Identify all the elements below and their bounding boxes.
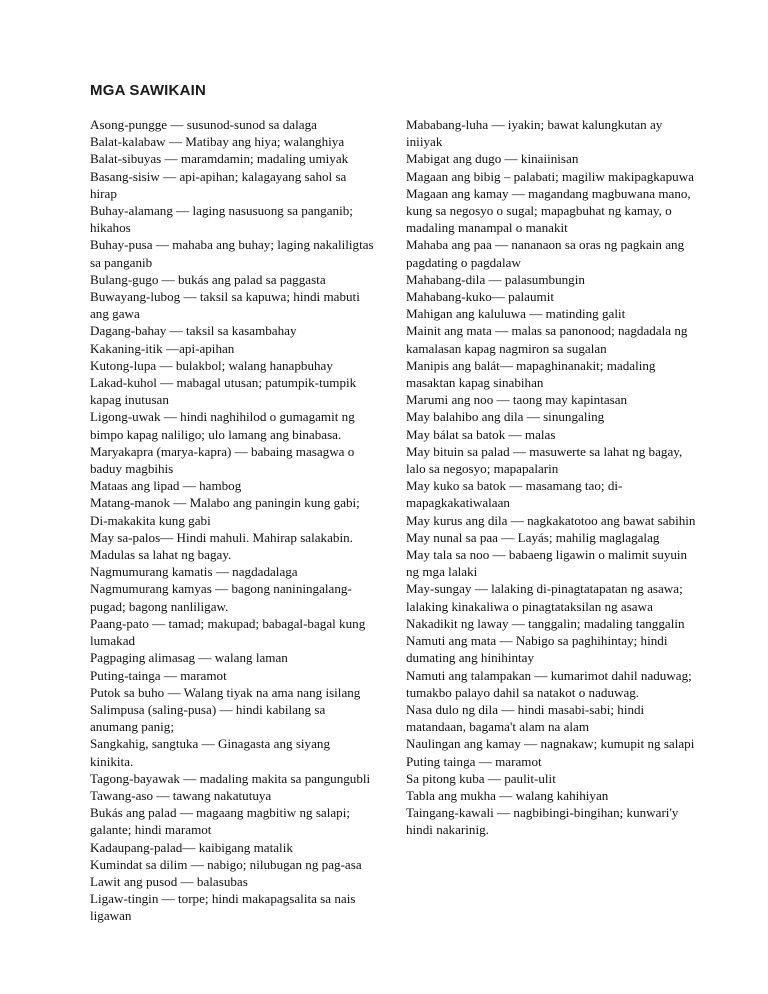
idiom-entry: May-sungay — lalaking di-pinagtatapatan ng asawa; lalaking kinakaliwa o pinagtataksilan ng asawa [406,581,683,614]
idiom-entry: Asong-pungge — susunod-sunod sa dalaga [90,117,317,132]
idiom-entry: Salimpusa (saling-pusa) — hindi kabilang sa anumang panig; [90,701,326,735]
left-column [90,116,375,925]
idiom-entry: Magaan ang bibig – palabati; magiliw makipagkapuwa [406,168,694,184]
idiom-entry: Naulingan ang kamay — nagnakaw; kumupit ng salapi [406,736,695,752]
right-column [406,116,696,839]
idiom-entry: May nunal sa paa — Layás; mahilig maglagalag [406,529,660,545]
page-title: MGA SAWIKAIN [90,82,207,99]
idiom-entry: Paang-pato — tamad; makupad; babagal-bagal kung lumakad [90,615,366,649]
idiom-entry: Mataas ang lipad — hambog [90,478,242,494]
idiom-entry: Nagmumurang kamatis — nagdadalaga [90,564,298,580]
idiom-entry: Balat-kalabaw — Matibay ang hiya; walanghiya [90,134,345,150]
idiom-entry: Mahabang-kuko— palaumit [406,289,554,305]
idiom-entry: Nakadikit ng laway — tanggalin; madaling tanggalin [406,615,685,631]
idiom-entry: Putok sa buho — Walang tiyak na ama nang isilang [90,684,361,700]
idiom-entry: Nagmumurang kamyas — bagong naniningalang-pugad; bagong nanliligaw. [90,581,352,614]
idiom-entry: Matang-manok — Malabo ang paningin kung gabi; Di-makakita kung gabi [90,495,360,528]
idiom-entry: Buhay-alamang — laging nasusuong sa panganib; hikahos [90,203,353,236]
idiom-entry: Lakad-kuhol — mabagal utusan; patumpik-tumpik kapag inutusan [90,375,357,408]
idiom-entry: Mahaba ang paa — nananaon sa oras ng pagkain ang pagdating o pagdalaw [406,237,685,270]
idiom-entry: May bituin sa palad — masuwerte sa lahat ng bagay, lalo sa negosyo; mapapalarin [406,443,683,477]
idiom-entry: May sa-palos— Hindi mahuli. Mahirap salakabin. Madulas sa lahat ng bagay. [90,529,353,563]
idiom-entry: Namuti ang talampakan — kumarimot dahil naduwag; tumakbo palayo dahil sa natakot o naduwag. [406,667,692,700]
idiom-entry: Mahigan ang kaluluwa — matinding galit [406,306,626,322]
idiom-entry: Basang-sisiw — api-apihan; kalagayang sahol sa hirap [90,168,347,201]
idiom-entry: Ligong-uwak — hindi naghihilod o gumagamit ng bimpo kapag naliligo; ulo lamang ang binabasa. [90,409,355,442]
idiom-entry: Lawit ang pusod — balasubas [90,873,248,889]
idiom-entry: Balat-sibuyas — maramdamin; madaling umiyak [90,151,349,167]
idiom-entry: Tabla ang mukha — walang kahihiyan [406,787,609,803]
idiom-entry: Puting-tainga — maramot [90,667,227,683]
idiom-entry: May kuko sa batok — masamang tao; di-mapagkakatiwalaan [406,478,623,511]
idiom-entry: May bálat sa batok — malas [406,426,556,442]
idiom-entry: Bukás ang palad — magaang magbitiw ng salapi; galante; hindi maramot [90,805,350,838]
idiom-entry: Buwayang-lubog — taksil sa kapuwa; hindi mabuti ang gawa [90,289,360,322]
idiom-entry: Mainit ang mata — malas sa panonood; nagdadala ng kamalasan kapag nagmiron sa sugalan [406,323,688,356]
idiom-entry: Bulang-gugo — bukás ang palad sa paggasta [90,271,326,287]
idiom-entry: Tawang-aso — tawang nakatutuya [90,787,272,803]
idiom-entry: Kutong-lupa — bulakbol; walang hanapbuhay [90,357,333,373]
idiom-entry: Mabigat ang dugo — kinaiinisan [406,151,579,167]
idiom-entry: Marumi ang noo — taong may kapintasan [406,392,628,408]
idiom-entry: Puting tainga — maramot [406,753,542,769]
idiom-entry: May kurus ang dila — nagkakatotoo ang bawat sabihin [406,512,696,528]
idiom-entry: Maryakapra (marya-kapra) — babaing masagwa o baduy magbihis [90,443,355,477]
idiom-entry: Kakaning-itik —api-apihan [90,340,235,356]
idiom-entry: Namuti ang mata — Nabigo sa paghihintay; hindi dumating ang hinihintay [406,633,668,666]
idiom-entry: Tagong-bayawak — madaling makita sa pangungubli [90,770,371,786]
idiom-entry: Dagang-bahay — taksil sa kasambahay [90,323,297,339]
idiom-entry: Magaan ang kamay — magandang magbuwana mano, kung sa negosyo o sugal; mapagbuhat ng kamay, o madaling manampal o manakit [406,185,691,236]
idiom-entry: May balahibo ang dila — sinungaling [406,409,605,425]
idiom-entry: Sangkahig, sangtuka — Ginagasta ang siyang kinikita. [90,736,331,769]
idiom-entry: Buhay-pusa — mahaba ang buhay; laging nakaliligtas sa panganib [90,237,374,270]
idiom-entry: Manipis ang balát— mapaghinanakit; madaling masaktan kapag sinabihan [406,357,656,391]
idiom-entry: Pagpaging alimasag — walang laman [90,650,288,666]
idiom-entry: May tala sa noo — babaeng ligawin o malimit suyuin ng mga lalaki [406,547,688,580]
idiom-entry: Sa pitong kuba — paulit-ulit [406,770,556,786]
idiom-entry: Mahabang-dila — palasumbungin [406,271,585,287]
idiom-entry: Taingang-kawali — nagbibingi-bingihan; kunwari'y hindi nakarinig. [406,805,679,838]
idiom-entry: Kadaupang-palad— kaibigang matalik [90,839,293,855]
idiom-entry: Nasa dulo ng dila — hindi masabi-sabi; hindi matandaan, bagama't alam na alam [406,701,645,735]
idiom-entry: Mababang-luha — iyakin; bawat kalungkutan ay iniiyak [406,117,663,150]
idiom-entry: Ligaw-tingin — torpe; hindi makapagsalita sa nais ligawan [90,891,356,924]
idiom-entry: Kumindat sa dilim — nabigo; nilubugan ng pag-asa [90,856,362,872]
